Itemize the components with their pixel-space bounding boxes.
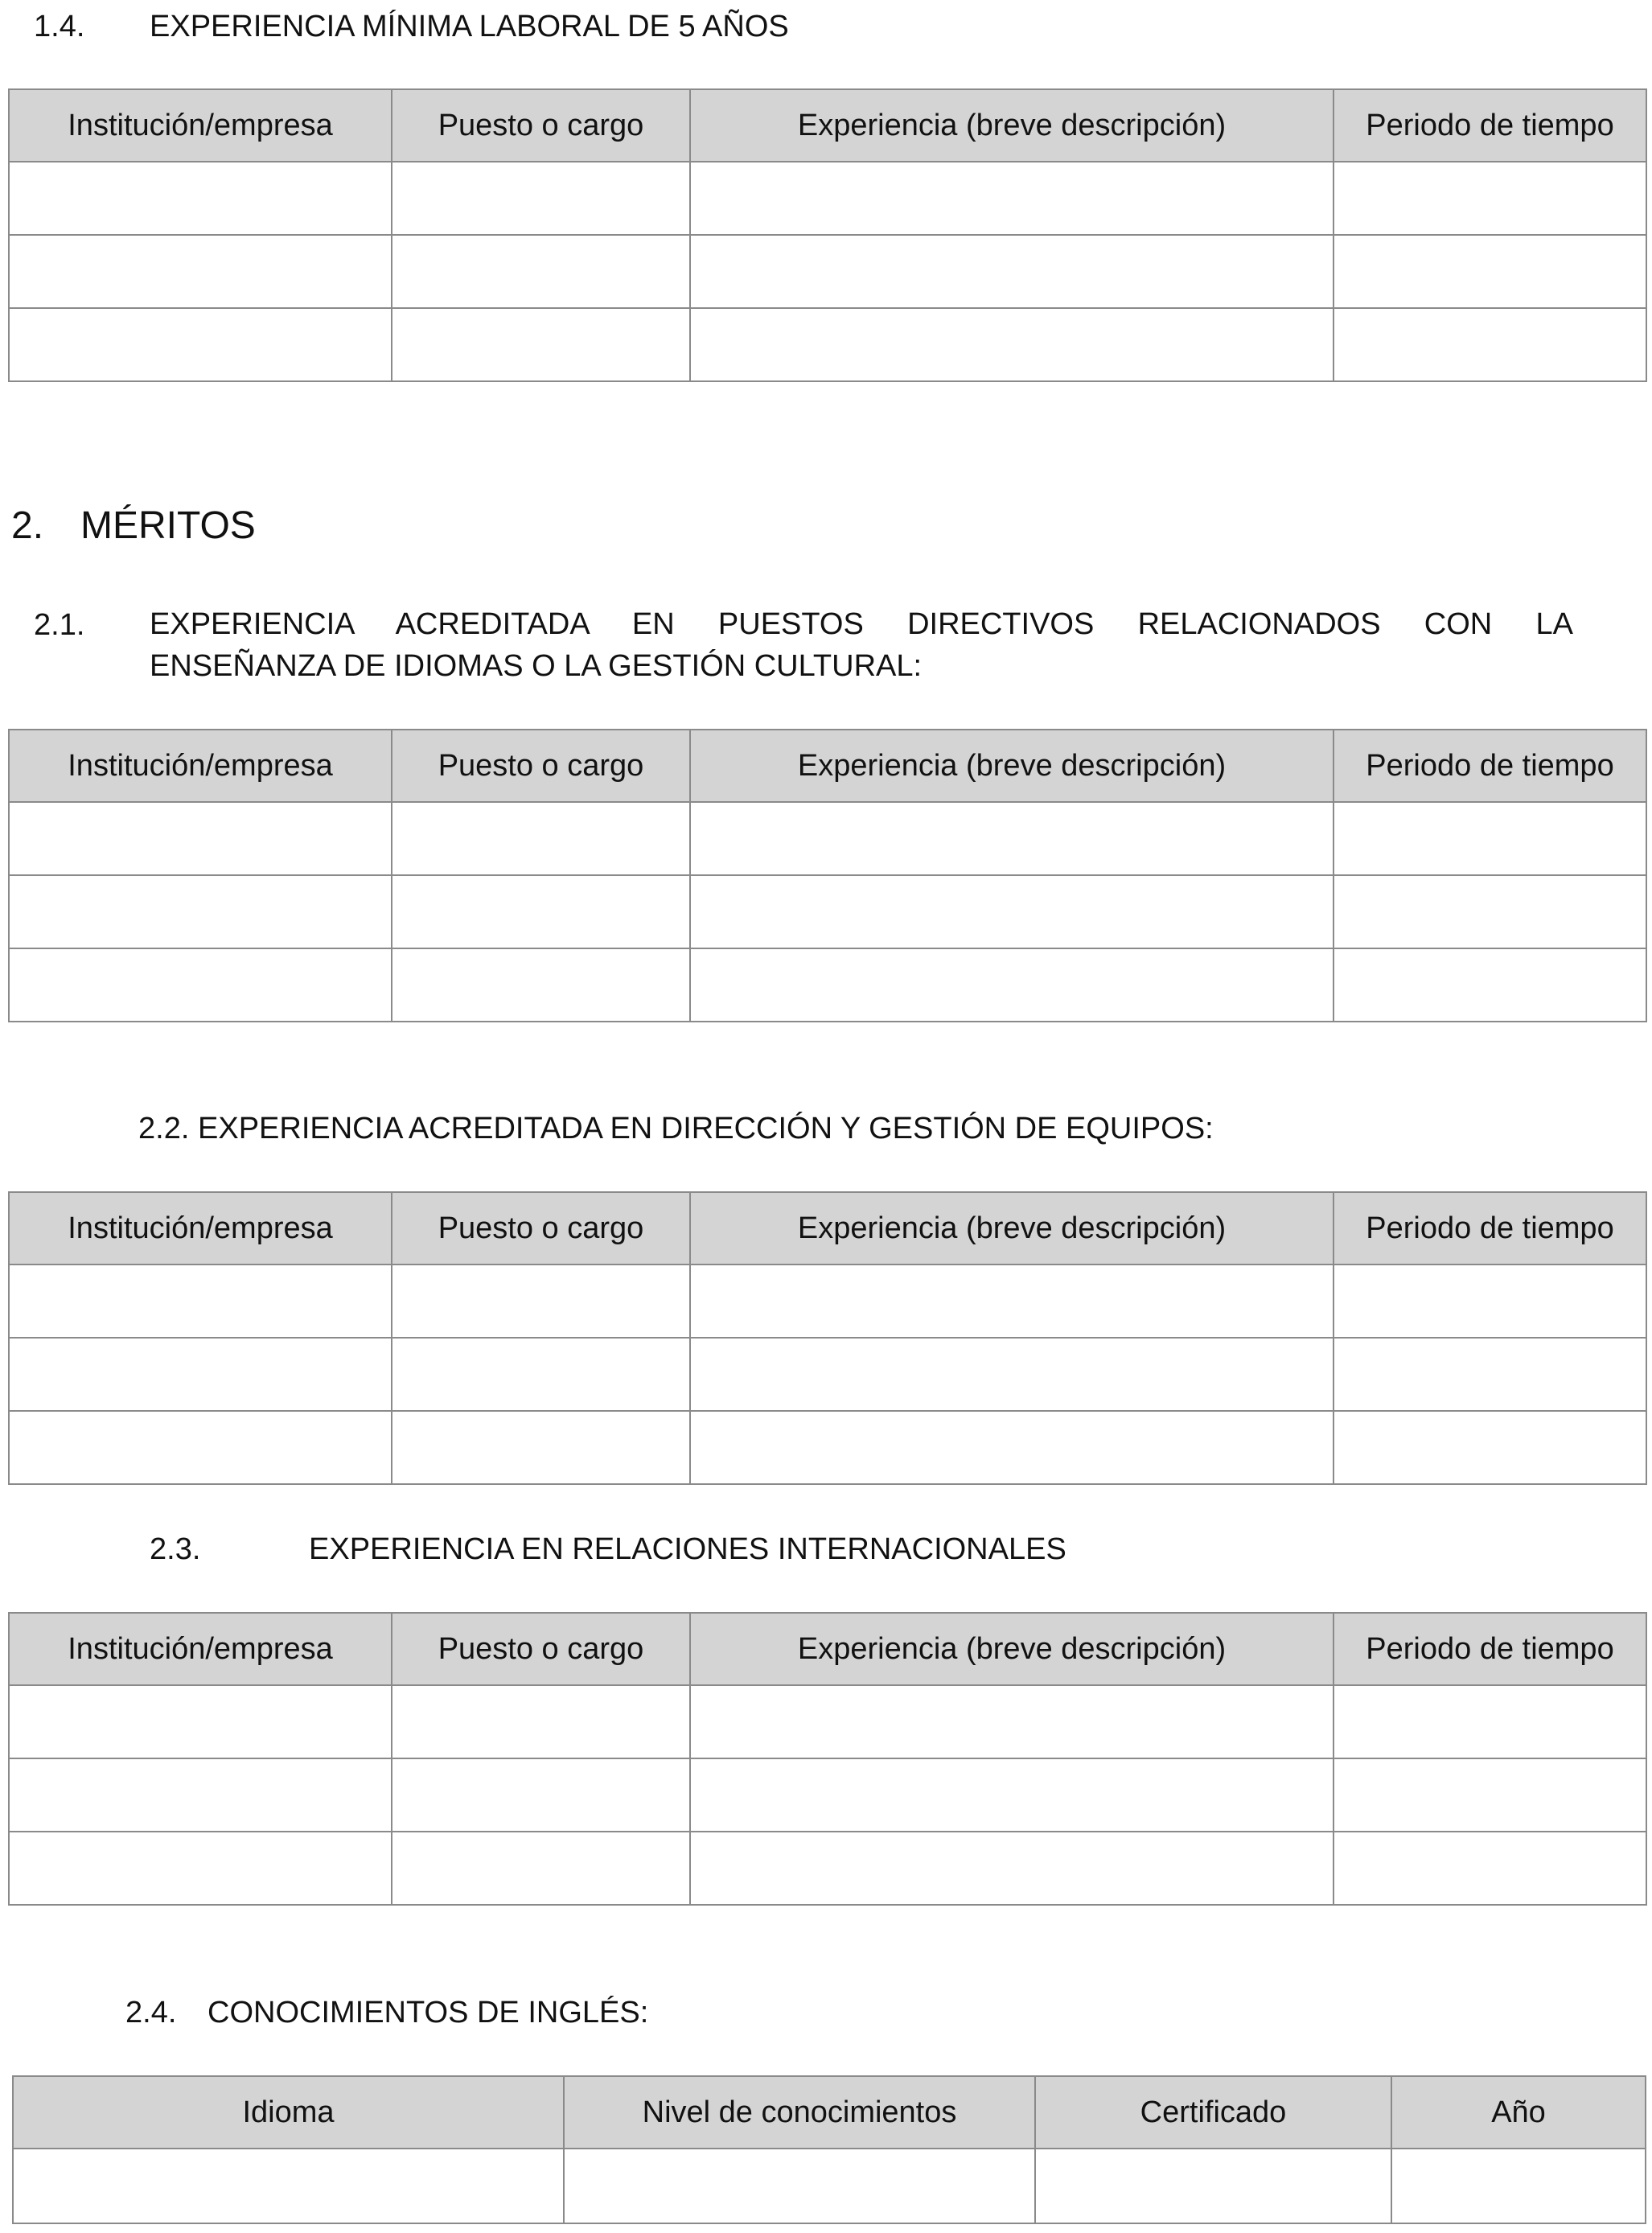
cell-institution[interactable] xyxy=(9,162,392,235)
section-2-3-title: EXPERIENCIA EN RELACIONES INTERNACIONALES xyxy=(309,1532,1066,1566)
table-row xyxy=(9,308,1646,381)
header-certificate: Certificado xyxy=(1035,2076,1391,2149)
cell-institution[interactable] xyxy=(9,1758,392,1832)
table-row xyxy=(9,235,1646,308)
header-experience: Experiencia (breve descripción) xyxy=(690,730,1334,802)
header-institution: Institución/empresa xyxy=(9,89,392,162)
cell-certificate[interactable] xyxy=(1035,2149,1391,2223)
cell-position[interactable] xyxy=(392,802,690,875)
table-row xyxy=(9,1758,1646,1832)
table-header-row xyxy=(13,2076,1646,2149)
cell-position[interactable] xyxy=(392,1832,690,1905)
header-year: Año xyxy=(1391,2076,1646,2149)
header-position: Puesto o cargo xyxy=(392,1613,690,1685)
cell-period[interactable] xyxy=(1334,1411,1646,1484)
cell-language[interactable] xyxy=(13,2149,564,2223)
experience-table-2-2 xyxy=(8,1191,1647,1485)
cell-period[interactable] xyxy=(1334,1265,1646,1338)
experience-table-1-4 xyxy=(8,88,1647,382)
header-experience: Experiencia (breve descripción) xyxy=(690,1192,1334,1265)
table-row xyxy=(9,1832,1646,1905)
cell-period[interactable] xyxy=(1334,802,1646,875)
section-2-1-title xyxy=(150,603,1573,687)
section-2-title: MÉRITOS xyxy=(80,504,256,547)
cell-experience[interactable] xyxy=(690,1265,1334,1338)
cell-institution[interactable] xyxy=(9,802,392,875)
section-2-1-title-line1: EXPERIENCIA ACREDITADA EN PUESTOS DIRECTIVOS RELACIONADOS CON LA xyxy=(150,607,1573,641)
table-header-row xyxy=(9,89,1646,162)
cell-position[interactable] xyxy=(392,162,690,235)
section-2-2-number: 2.2. xyxy=(138,1112,190,1145)
section-2-1-title-line2: ENSEÑANZA DE IDIOMAS O LA GESTIÓN CULTURAL: xyxy=(150,649,923,683)
cell-institution[interactable] xyxy=(9,1411,392,1484)
header-position: Puesto o cargo xyxy=(392,89,690,162)
section-1-4-number: 1.4. xyxy=(34,10,85,43)
header-period: Periodo de tiempo xyxy=(1334,730,1646,802)
cell-period[interactable] xyxy=(1334,235,1646,308)
cell-period[interactable] xyxy=(1334,948,1646,1022)
cell-position[interactable] xyxy=(392,1265,690,1338)
cell-institution[interactable] xyxy=(9,875,392,948)
table-row xyxy=(9,162,1646,235)
cell-experience[interactable] xyxy=(690,235,1334,308)
section-2-4-title: CONOCIMIENTOS DE INGLÉS: xyxy=(208,1996,649,2029)
cell-period[interactable] xyxy=(1334,1685,1646,1758)
cell-experience[interactable] xyxy=(690,948,1334,1022)
english-knowledge-table xyxy=(12,2075,1646,2224)
table-header-row xyxy=(9,730,1646,802)
cell-experience[interactable] xyxy=(690,1685,1334,1758)
cell-position[interactable] xyxy=(392,1685,690,1758)
cell-institution[interactable] xyxy=(9,308,392,381)
header-institution: Institución/empresa xyxy=(9,1613,392,1685)
table-row xyxy=(9,802,1646,875)
cell-experience[interactable] xyxy=(690,1832,1334,1905)
cell-period[interactable] xyxy=(1334,1338,1646,1411)
table-row xyxy=(13,2149,1646,2223)
cell-year[interactable] xyxy=(1391,2149,1646,2223)
cell-position[interactable] xyxy=(392,1411,690,1484)
cell-experience[interactable] xyxy=(690,162,1334,235)
table-row xyxy=(9,875,1646,948)
cell-period[interactable] xyxy=(1334,308,1646,381)
table-row xyxy=(9,1685,1646,1758)
cell-institution[interactable] xyxy=(9,1338,392,1411)
experience-table-2-1 xyxy=(8,729,1647,1022)
header-language: Idioma xyxy=(13,2076,564,2149)
cell-experience[interactable] xyxy=(690,308,1334,381)
cell-institution[interactable] xyxy=(9,1265,392,1338)
cell-experience[interactable] xyxy=(690,802,1334,875)
cell-experience[interactable] xyxy=(690,875,1334,948)
header-institution: Institución/empresa xyxy=(9,1192,392,1265)
cell-position[interactable] xyxy=(392,235,690,308)
section-2-4-number: 2.4. xyxy=(125,1996,177,2029)
section-1-4-title: EXPERIENCIA MÍNIMA LABORAL DE 5 AÑOS xyxy=(150,10,789,43)
header-level: Nivel de conocimientos xyxy=(564,2076,1035,2149)
table-row xyxy=(9,948,1646,1022)
cell-level[interactable] xyxy=(564,2149,1035,2223)
cell-position[interactable] xyxy=(392,308,690,381)
cell-institution[interactable] xyxy=(9,1832,392,1905)
table-row xyxy=(9,1338,1646,1411)
section-2-number: 2. xyxy=(11,504,44,547)
table-header-row xyxy=(9,1613,1646,1685)
cell-experience[interactable] xyxy=(690,1411,1334,1484)
cell-period[interactable] xyxy=(1334,1758,1646,1832)
header-institution: Institución/empresa xyxy=(9,730,392,802)
section-2-3-number: 2.3. xyxy=(150,1532,201,1566)
cell-position[interactable] xyxy=(392,948,690,1022)
header-position: Puesto o cargo xyxy=(392,1192,690,1265)
table-row xyxy=(9,1411,1646,1484)
header-experience: Experiencia (breve descripción) xyxy=(690,1613,1334,1685)
header-period: Periodo de tiempo xyxy=(1334,89,1646,162)
cell-institution[interactable] xyxy=(9,1685,392,1758)
cell-position[interactable] xyxy=(392,1338,690,1411)
cell-experience[interactable] xyxy=(690,1338,1334,1411)
cell-institution[interactable] xyxy=(9,235,392,308)
cell-experience[interactable] xyxy=(690,1758,1334,1832)
cell-period[interactable] xyxy=(1334,162,1646,235)
table-header-row xyxy=(9,1192,1646,1265)
table-row xyxy=(9,1265,1646,1338)
section-2-2-title: EXPERIENCIA ACREDITADA EN DIRECCIÓN Y GESTIÓN DE EQUIPOS: xyxy=(198,1112,1214,1145)
cell-position[interactable] xyxy=(392,1758,690,1832)
experience-table-2-3 xyxy=(8,1612,1647,1906)
header-experience: Experiencia (breve descripción) xyxy=(690,89,1334,162)
cell-period[interactable] xyxy=(1334,875,1646,948)
cell-period[interactable] xyxy=(1334,1832,1646,1905)
cell-institution[interactable] xyxy=(9,948,392,1022)
header-period: Periodo de tiempo xyxy=(1334,1613,1646,1685)
section-2-1-number: 2.1. xyxy=(34,608,85,642)
cell-position[interactable] xyxy=(392,875,690,948)
header-position: Puesto o cargo xyxy=(392,730,690,802)
header-period: Periodo de tiempo xyxy=(1334,1192,1646,1265)
